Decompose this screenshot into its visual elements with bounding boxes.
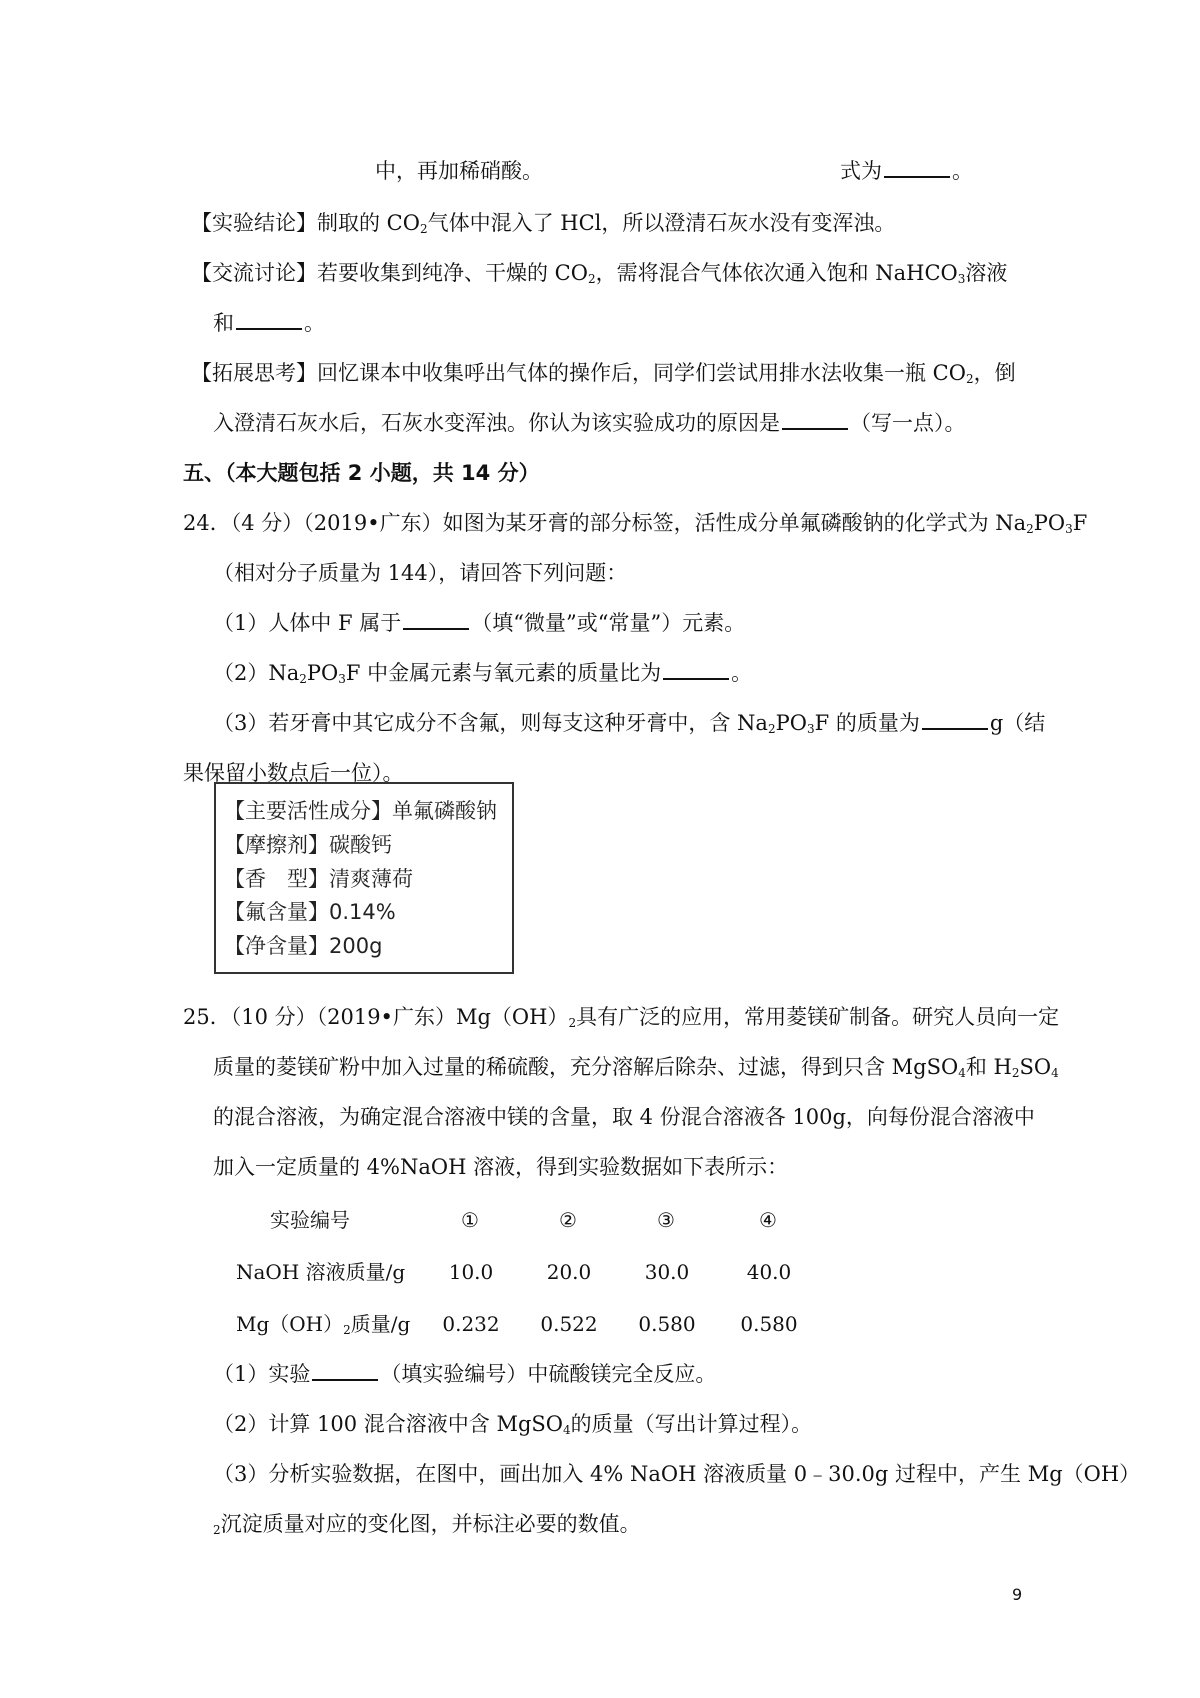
subscript: 3: [806, 722, 815, 736]
row-label-part: 质量/g: [350, 1312, 411, 1336]
q25-part2: [213, 1409, 812, 1439]
experiment-conclusion: [191, 208, 895, 238]
q25-text-6: 的混合溶液，为确定混合溶液中镁的含量，取 4 份混合溶液各 100g，向每份混合溶液中: [213, 1105, 1035, 1129]
q24-p3-text-3: F 的质量为: [814, 711, 920, 735]
subscript: 4: [563, 1423, 571, 1437]
q24-p3-text: （3）若牙膏中其它成分不含氟，则每支这种牙膏中，含 Na: [213, 711, 768, 735]
table-cell: 0.522: [540, 1312, 598, 1336]
q25-text-3: 质量的菱镁矿粉中加入过量的稀硫酸，充分溶解后除杂、过滤，得到只含 MgSO: [213, 1055, 959, 1079]
label-line: 【氟含量】0.14%: [224, 900, 396, 924]
continued-line: [375, 156, 543, 186]
q24-text-3: F: [1072, 511, 1088, 535]
conclusion-text: 制取的 CO: [317, 211, 420, 235]
q25-text: 25．（10 分）（2019•广东）Mg（OH）: [183, 1005, 569, 1029]
continued-text-left: 中，再加稀硝酸。: [375, 159, 543, 183]
row-label-part: Mg（OH）: [236, 1312, 344, 1336]
q24-head: [183, 508, 1087, 538]
conclusion-tag: 【实验结论】: [191, 211, 317, 235]
table-header: ④: [759, 1208, 777, 1232]
q25-line4: [213, 1152, 788, 1182]
q25-line3: [213, 1102, 1035, 1132]
answer-blank[interactable]: [403, 608, 469, 630]
discussion-and: 和: [213, 311, 234, 335]
discussion-tag: 【交流讨论】: [191, 261, 317, 285]
q24-part1: [213, 608, 745, 638]
answer-blank[interactable]: [663, 658, 729, 680]
punctuation: 。: [304, 311, 325, 335]
q25-part3-line2: [213, 1509, 641, 1539]
subscript: 2: [587, 272, 596, 286]
answer-blank[interactable]: [312, 1359, 378, 1381]
label-line: 【主要活性成分】单氟磷酸钠: [224, 799, 497, 823]
subscript: 2: [299, 672, 307, 686]
q25-line1: [183, 1002, 1059, 1032]
table-cell: 40.0: [746, 1260, 792, 1284]
q24-p2-text: （2）Na: [213, 661, 300, 685]
subscript: 3: [338, 672, 346, 686]
table-cell: 0.580: [638, 1312, 696, 1336]
q24-part2: [213, 658, 752, 688]
table-cell: 10.0: [448, 1260, 494, 1284]
subscript: 2: [419, 222, 428, 236]
extend-line2: [213, 408, 966, 438]
table-header: ②: [559, 1208, 577, 1232]
discussion-line1: [191, 258, 1007, 288]
punctuation: 。: [952, 159, 973, 183]
extend-text: 回忆课本中收集呼出气体的操作后，同学们尝试用排水法收集一瓶 CO: [317, 361, 966, 385]
subscript: 3: [957, 272, 966, 286]
q24-p1-suffix: （填“微量”或“常量”）元素。: [471, 611, 746, 635]
page-number: 9: [1012, 1585, 1023, 1604]
table-cell: 0.580: [740, 1312, 798, 1336]
q25-line2: [213, 1052, 1059, 1082]
conclusion-text-rest: 气体中混入了 HCl，所以澄清石灰水没有变浑浊。: [427, 211, 896, 235]
q24-text-2: PO: [1033, 511, 1066, 535]
extend-tag: 【拓展思考】: [191, 361, 317, 385]
q24-part3: [213, 708, 1045, 738]
q24-line2: [213, 558, 627, 588]
extend-text-4: （写一点）。: [850, 411, 966, 435]
q25-text-4: 和 H: [965, 1055, 1012, 1079]
q25-text-7: 加入一定质量的 4%NaOH 溶液，得到实验数据如下表所示：: [213, 1155, 789, 1179]
subscript: 2: [568, 1016, 577, 1030]
q25-p3-text-2: 沉淀质量对应的变化图，并标注必要的数值。: [220, 1512, 641, 1536]
q25-p1-suffix: （填实验编号）中硫酸镁完全反应。: [380, 1362, 717, 1386]
q25-p3-text: （3）分析实验数据，在图中，画出加入 4% NaOH 溶液质量 0﹣30.0g 过程中，产生 Mg（OH）: [213, 1462, 1141, 1486]
table-cell: 0.232: [442, 1312, 500, 1336]
formula-prompt: 式为: [840, 159, 882, 183]
answer-blank[interactable]: [922, 708, 988, 730]
q25-text-5: SO: [1019, 1055, 1052, 1079]
q24-p3-text-2: PO: [775, 711, 807, 735]
subscript: 2: [343, 1323, 351, 1337]
continued-line-right: [840, 156, 973, 186]
q25-part3: [213, 1459, 1140, 1489]
section-title: [183, 458, 540, 488]
discussion-line2: [213, 308, 325, 338]
subscript: 2: [767, 722, 776, 736]
extend-text-2: ，倒: [973, 361, 1016, 385]
q25-p2-text: （2）计算 100 混合溶液中含 MgSO: [213, 1412, 564, 1436]
discussion-text-3: 溶液: [965, 261, 1008, 285]
table-header: ①: [461, 1208, 479, 1232]
subscript: 2: [1026, 522, 1034, 536]
subscript: 2: [213, 1523, 221, 1537]
q24-text: 24．（4 分）（2019•广东）如图为某牙膏的部分标签，活性成分单氟磷酸钠的化学式为 Na: [183, 511, 1027, 535]
answer-blank[interactable]: [782, 408, 848, 430]
q25-p2-text-2: 的质量（写出计算过程）。: [570, 1412, 813, 1436]
extend-line1: [191, 358, 1016, 388]
q25-p1-text: （1）实验: [213, 1362, 311, 1386]
q24-p2-text-2: PO: [306, 661, 339, 685]
section-title-text: 五、（本大题包括 2 小题，共 14 分）: [183, 461, 540, 485]
q24-p3-line2-text: 果保留小数点后一位）。: [183, 761, 404, 785]
punctuation: 。: [731, 661, 753, 685]
q24-p1-text: （1）人体中 F 属于: [213, 611, 402, 635]
label-line: 【净含量】200g: [224, 934, 383, 958]
table-header: 实验编号: [270, 1208, 350, 1232]
answer-blank[interactable]: [236, 308, 302, 330]
discussion-text: 若要收集到纯净、干燥的 CO: [317, 261, 588, 285]
discussion-text-2: ，需将混合气体依次通入饱和 NaHCO: [595, 261, 958, 285]
q24-p2-text-3: F 中金属元素与氧元素的质量比为: [345, 661, 662, 685]
table-cell: 30.0: [644, 1260, 690, 1284]
q24-text-line2: （相对分子质量为 144），请回答下列问题：: [213, 561, 628, 585]
subscript: 4: [1051, 1066, 1059, 1080]
subscript: 3: [1065, 522, 1073, 536]
subscript: 2: [1011, 1066, 1020, 1080]
q25-part1: [213, 1359, 716, 1389]
subscript: 4: [958, 1066, 966, 1080]
label-line: 【香 型】清爽薄荷: [224, 867, 413, 891]
label-line: 【摩擦剂】碳酸钙: [224, 833, 392, 857]
q25-text-2: 具有广泛的应用，常用菱镁矿制备。研究人员向一定: [576, 1005, 1060, 1029]
extend-text-3: 入澄清石灰水后，石灰水变浑浊。你认为该实验成功的原因是: [213, 411, 780, 435]
table-cell: 20.0: [546, 1260, 592, 1284]
table-row-label: [236, 1310, 416, 1338]
q24-p3-suffix: g（结: [989, 711, 1046, 735]
table-header: ③: [657, 1208, 675, 1232]
toothpaste-label: [214, 782, 514, 974]
table-row-label: NaOH 溶液质量/g: [236, 1260, 406, 1284]
subscript: 2: [965, 372, 974, 386]
answer-blank[interactable]: [884, 156, 950, 178]
